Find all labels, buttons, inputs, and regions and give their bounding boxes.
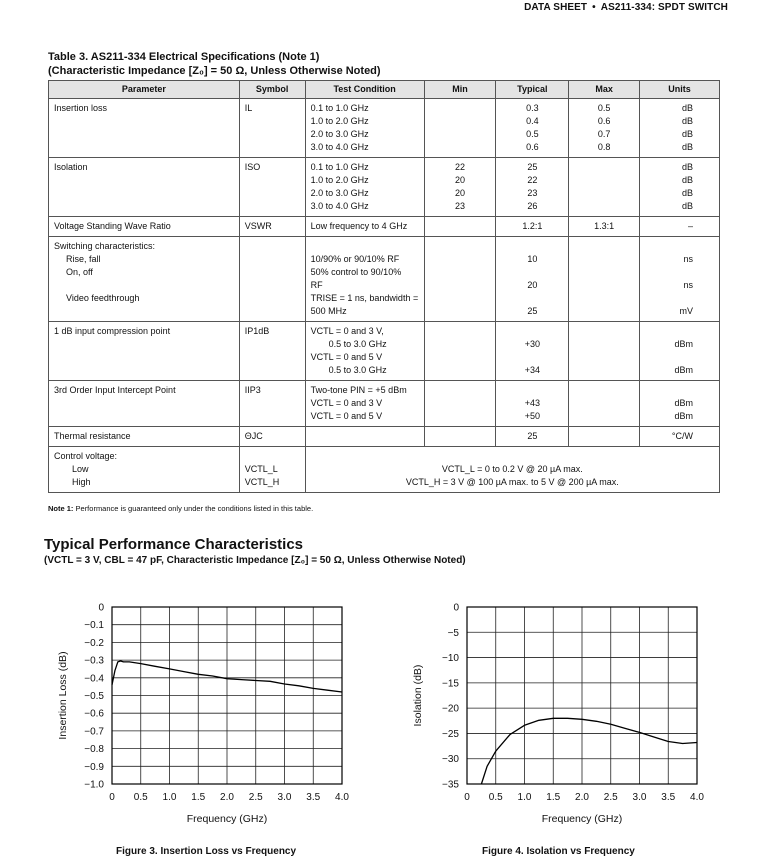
cell-parameter [49, 427, 240, 447]
cell-symbol [239, 447, 305, 493]
cell-line: 0.1 to 1.0 GHz [310, 103, 369, 113]
cell-min [424, 158, 496, 217]
cell-min [424, 99, 496, 158]
cell-line: Isolation [54, 162, 88, 172]
x-tick-label: 0.5 [488, 792, 503, 803]
cell-line: dB [681, 175, 693, 185]
cell-line: High [72, 477, 91, 487]
cell-line: 25 [527, 431, 538, 441]
cell-condition [305, 217, 424, 237]
cell-line: 0.1 to 1.0 GHz [310, 162, 369, 172]
cell-line: 0.5 [597, 103, 611, 113]
cell-condition [305, 237, 424, 322]
cell-line: +30 [524, 339, 540, 349]
cell-line: 1.2:1 [522, 221, 543, 231]
figure-4-caption: Figure 4. Isolation vs Frequency [482, 846, 635, 857]
x-axis-label: Frequency (GHz) [541, 813, 623, 825]
cell-symbol [239, 217, 305, 237]
cell-max [569, 427, 640, 447]
figure-3-caption: Figure 3. Insertion Loss vs Frequency [116, 846, 297, 857]
cell-line: 0.6 [526, 142, 539, 152]
cell-line: Switching characteristics: [54, 241, 156, 251]
cell-units [640, 237, 720, 322]
page-header [524, 2, 728, 13]
cell-line: 2.0 to 3.0 GHz [310, 129, 369, 139]
cell-line: 3.0 to 4.0 GHz [310, 201, 369, 211]
col-header: Parameter [49, 81, 240, 99]
cell-line: 25 [527, 162, 538, 172]
y-tick-label: −0.7 [84, 726, 104, 738]
cell-line: dBm [674, 365, 693, 375]
y-axis-label: Insertion Loss (dB) [57, 651, 69, 740]
col-header: Min [424, 81, 496, 99]
cell-line: VCTL_H [244, 477, 280, 487]
x-tick-label: 4.0 [690, 792, 704, 803]
table-note [48, 504, 313, 513]
cell-line: VSWR [244, 221, 272, 231]
cell-min [424, 237, 496, 322]
cell-line: dB [681, 201, 693, 211]
cell-line [501, 266, 563, 279]
table-row [49, 217, 720, 237]
cell-line [645, 351, 693, 364]
cell-line: 3.0 to 4.0 GHz [310, 142, 369, 152]
cell-line [311, 240, 419, 253]
cell-line: 20 [455, 175, 466, 185]
cell-parameter [49, 447, 240, 493]
cell-line: Voltage Standing Wave Ratio [54, 221, 171, 231]
cell-symbol [239, 237, 305, 322]
cell-parameter [49, 158, 240, 217]
cell-condition [305, 427, 424, 447]
cell-condition [305, 381, 424, 427]
cell-line: 0.5 to 3.0 GHz [328, 365, 387, 375]
cell-line: VCTL = 0 and 3 V, [310, 326, 384, 336]
y-tick-label: −0.9 [84, 761, 104, 773]
cell-control-spec [305, 447, 719, 493]
spec-table [48, 80, 720, 493]
cell-symbol [239, 158, 305, 217]
y-tick-label: −0.5 [84, 691, 104, 702]
cell-line: 500 MHz [310, 306, 347, 316]
cell-line: 10/90% or 90/10% RF [310, 254, 400, 264]
y-axis-label: Isolation (dB) [412, 664, 424, 727]
y-tick-label: 0 [98, 602, 104, 614]
cell-typical [496, 217, 569, 237]
cell-line: 23 [455, 201, 466, 211]
cell-line: VCTL = 0 and 3 V [310, 398, 383, 408]
y-tick-label: −0.8 [84, 744, 104, 756]
cell-parameter [49, 99, 240, 158]
x-tick-label: 1.0 [162, 792, 177, 803]
cell-line [501, 292, 563, 305]
cell-line: ISO [244, 162, 261, 172]
cell-line: 3rd Order Input Intercept Point [54, 385, 176, 395]
cell-typical [496, 427, 569, 447]
cell-units [640, 381, 720, 427]
cell-line: +50 [524, 411, 540, 421]
isolation-chart [405, 595, 715, 830]
cell-max [569, 99, 640, 158]
cell-min [424, 427, 496, 447]
col-header: Symbol [239, 81, 305, 99]
cell-line: 22 [527, 175, 538, 185]
table-row [49, 427, 720, 447]
x-tick-label: 3.5 [306, 792, 321, 803]
x-tick-label: 0 [464, 792, 470, 803]
table-row [49, 158, 720, 217]
x-tick-label: 3.5 [661, 792, 676, 803]
cell-line: Rise, fall [66, 254, 101, 264]
cell-line: 25 [527, 306, 538, 316]
cell-line: Control voltage: [54, 451, 118, 461]
cell-line: dB [681, 116, 693, 126]
header-separator: • [592, 2, 596, 13]
cell-line: – [687, 221, 693, 231]
x-tick-label: 1.5 [546, 792, 561, 803]
cell-line: 0.6 [597, 116, 611, 126]
cell-symbol [239, 322, 305, 381]
cell-line: 20 [455, 188, 466, 198]
col-header: Typical [496, 81, 569, 99]
cell-line: dB [681, 103, 693, 113]
cell-line: 0.5 [526, 129, 539, 139]
table-row [49, 381, 720, 427]
cell-typical [496, 322, 569, 381]
cell-line: 23 [527, 188, 538, 198]
header-right: AS211-334: SPDT SWITCH [600, 2, 728, 13]
section-subtitle: (VCTL = 3 V, CBL = 47 pF, Characteristic Impedance [Z₀] = 50 Ω, Unless Otherwise Noted) [44, 555, 466, 566]
cell-line [501, 240, 563, 253]
cell-typical [496, 158, 569, 217]
note-text: Performance is guaranteed only under the conditions listed in this table. [75, 504, 314, 513]
cell-line: 0.8 [597, 142, 611, 152]
cell-line: Video feedthrough [66, 293, 140, 303]
table-title-line1: Table 3. AS211-334 Electrical Specifications (Note 1) [48, 51, 320, 63]
cell-condition [305, 158, 424, 217]
table-title-line2: (Characteristic Impedance [Z₀] = 50 Ω, Unless Otherwise Noted) [48, 65, 381, 77]
series-line [481, 718, 697, 784]
header-left: DATA SHEET [524, 2, 588, 13]
cell-typical [496, 99, 569, 158]
cell-line: 50% control to 90/10% [310, 267, 402, 277]
cell-line: dBm [674, 411, 693, 421]
cell-line: +43 [524, 398, 540, 408]
cell-max [569, 158, 640, 217]
cell-line: RF [310, 280, 323, 290]
cell-parameter [49, 217, 240, 237]
cell-symbol [239, 427, 305, 447]
cell-line: 0.4 [526, 116, 539, 126]
cell-parameter [49, 381, 240, 427]
cell-line [54, 279, 234, 292]
cell-line: Low [72, 464, 89, 474]
col-header: Max [569, 81, 640, 99]
cell-line [645, 240, 693, 253]
table-row [49, 99, 720, 158]
cell-line [645, 292, 693, 305]
control-spec-high: VCTL_H = 3 V @ 100 µA max. to 5 V @ 200 µA max. [405, 477, 619, 487]
x-tick-label: 3.0 [632, 792, 647, 803]
cell-line: Low frequency to 4 GHz [310, 221, 408, 231]
cell-line: 1.0 to 2.0 GHz [310, 116, 369, 126]
x-tick-label: 2.5 [248, 792, 263, 803]
cell-line: 0.7 [597, 129, 611, 139]
cell-units [640, 322, 720, 381]
cell-max [569, 322, 640, 381]
y-tick-label: −0.2 [84, 637, 104, 649]
cell-symbol [239, 381, 305, 427]
cell-line: dBm [674, 398, 693, 408]
cell-line: 1 dB input compression point [54, 326, 171, 336]
cell-line: VCTL_L [244, 464, 278, 474]
cell-line: 1.3:1 [594, 221, 615, 231]
x-tick-label: 0.5 [133, 792, 148, 803]
cell-units [640, 99, 720, 158]
x-axis-label: Frequency (GHz) [186, 813, 268, 825]
cell-line: 10 [527, 254, 538, 264]
cell-units [640, 217, 720, 237]
x-tick-label: 2.0 [220, 792, 234, 803]
cell-line: Thermal resistance [54, 431, 131, 441]
y-tick-label: −1.0 [84, 779, 104, 791]
insertion-loss-chart [50, 595, 360, 830]
cell-line: On, off [66, 267, 93, 277]
cell-line: mV [679, 306, 693, 316]
cell-line [501, 325, 563, 338]
y-tick-label: −10 [442, 653, 459, 665]
x-tick-label: 2.0 [575, 792, 589, 803]
cell-line: dB [681, 142, 693, 152]
cell-min [424, 381, 496, 427]
cell-line: dB [681, 129, 693, 139]
y-tick-label: −0.3 [84, 655, 104, 667]
cell-line: 0.3 [526, 103, 539, 113]
cell-line [645, 266, 693, 279]
cell-max [569, 217, 640, 237]
cell-line: ΘJC [244, 431, 263, 441]
y-tick-label: −30 [442, 754, 459, 766]
cell-condition [305, 99, 424, 158]
table-row-control-voltage [49, 447, 720, 493]
x-tick-label: 3.0 [277, 792, 292, 803]
cell-line: ns [683, 280, 693, 290]
cell-line: 1.0 to 2.0 GHz [310, 175, 369, 185]
cell-typical [496, 381, 569, 427]
y-tick-label: −0.4 [84, 673, 104, 685]
control-spec-low: VCTL_L = 0 to 0.2 V @ 20 µA max. [441, 464, 583, 474]
col-header: Units [640, 81, 720, 99]
cell-condition [305, 322, 424, 381]
cell-max [569, 381, 640, 427]
cell-line: Insertion loss [54, 103, 108, 113]
section-title: Typical Performance Characteristics [44, 536, 304, 553]
cell-line: 2.0 to 3.0 GHz [310, 188, 369, 198]
cell-line: Two-tone PIN = +5 dBm [310, 385, 407, 395]
x-tick-label: 1.5 [191, 792, 206, 803]
cell-symbol [239, 99, 305, 158]
y-tick-label: −20 [442, 703, 459, 715]
y-tick-label: −35 [442, 779, 459, 791]
y-tick-label: −0.6 [84, 708, 104, 720]
cell-line: 20 [527, 280, 538, 290]
y-tick-label: −25 [442, 728, 459, 740]
x-tick-label: 0 [109, 792, 115, 803]
x-tick-label: 2.5 [603, 792, 618, 803]
cell-typical [496, 237, 569, 322]
cell-line: +34 [524, 365, 540, 375]
cell-line: IL [244, 103, 253, 113]
table-row [49, 322, 720, 381]
cell-line: dB [681, 162, 693, 172]
cell-line [645, 325, 693, 338]
cell-parameter [49, 322, 240, 381]
cell-units [640, 427, 720, 447]
cell-line: VCTL = 0 and 5 V [310, 352, 383, 362]
y-tick-label: −5 [447, 627, 459, 639]
cell-line [501, 351, 563, 364]
cell-line: TRISE = 1 ns, bandwidth = [310, 293, 419, 303]
table-header-row [49, 81, 720, 99]
y-tick-label: 0 [453, 602, 459, 614]
cell-line: ns [683, 254, 693, 264]
cell-line: IIP3 [244, 385, 261, 395]
col-header: Test Condition [305, 81, 424, 99]
x-tick-label: 4.0 [335, 792, 349, 803]
y-tick-label: −0.1 [84, 620, 104, 632]
cell-max [569, 237, 640, 322]
cell-line: dB [681, 188, 693, 198]
y-tick-label: −15 [442, 678, 459, 690]
note-label: Note 1: [48, 504, 74, 513]
cell-line: 0.5 to 3.0 GHz [328, 339, 387, 349]
cell-line: VCTL = 0 and 5 V [310, 411, 383, 421]
cell-line [645, 384, 693, 397]
table-title [48, 50, 381, 78]
cell-line: IP1dB [244, 326, 270, 336]
table-row [49, 237, 720, 322]
cell-line [501, 384, 563, 397]
cell-line: 26 [527, 201, 538, 211]
cell-parameter [49, 237, 240, 322]
cell-min [424, 322, 496, 381]
cell-line: °C/W [671, 431, 693, 441]
cell-line: 22 [455, 162, 466, 172]
cell-line: dBm [674, 339, 693, 349]
cell-min [424, 217, 496, 237]
x-tick-label: 1.0 [517, 792, 532, 803]
cell-units [640, 158, 720, 217]
